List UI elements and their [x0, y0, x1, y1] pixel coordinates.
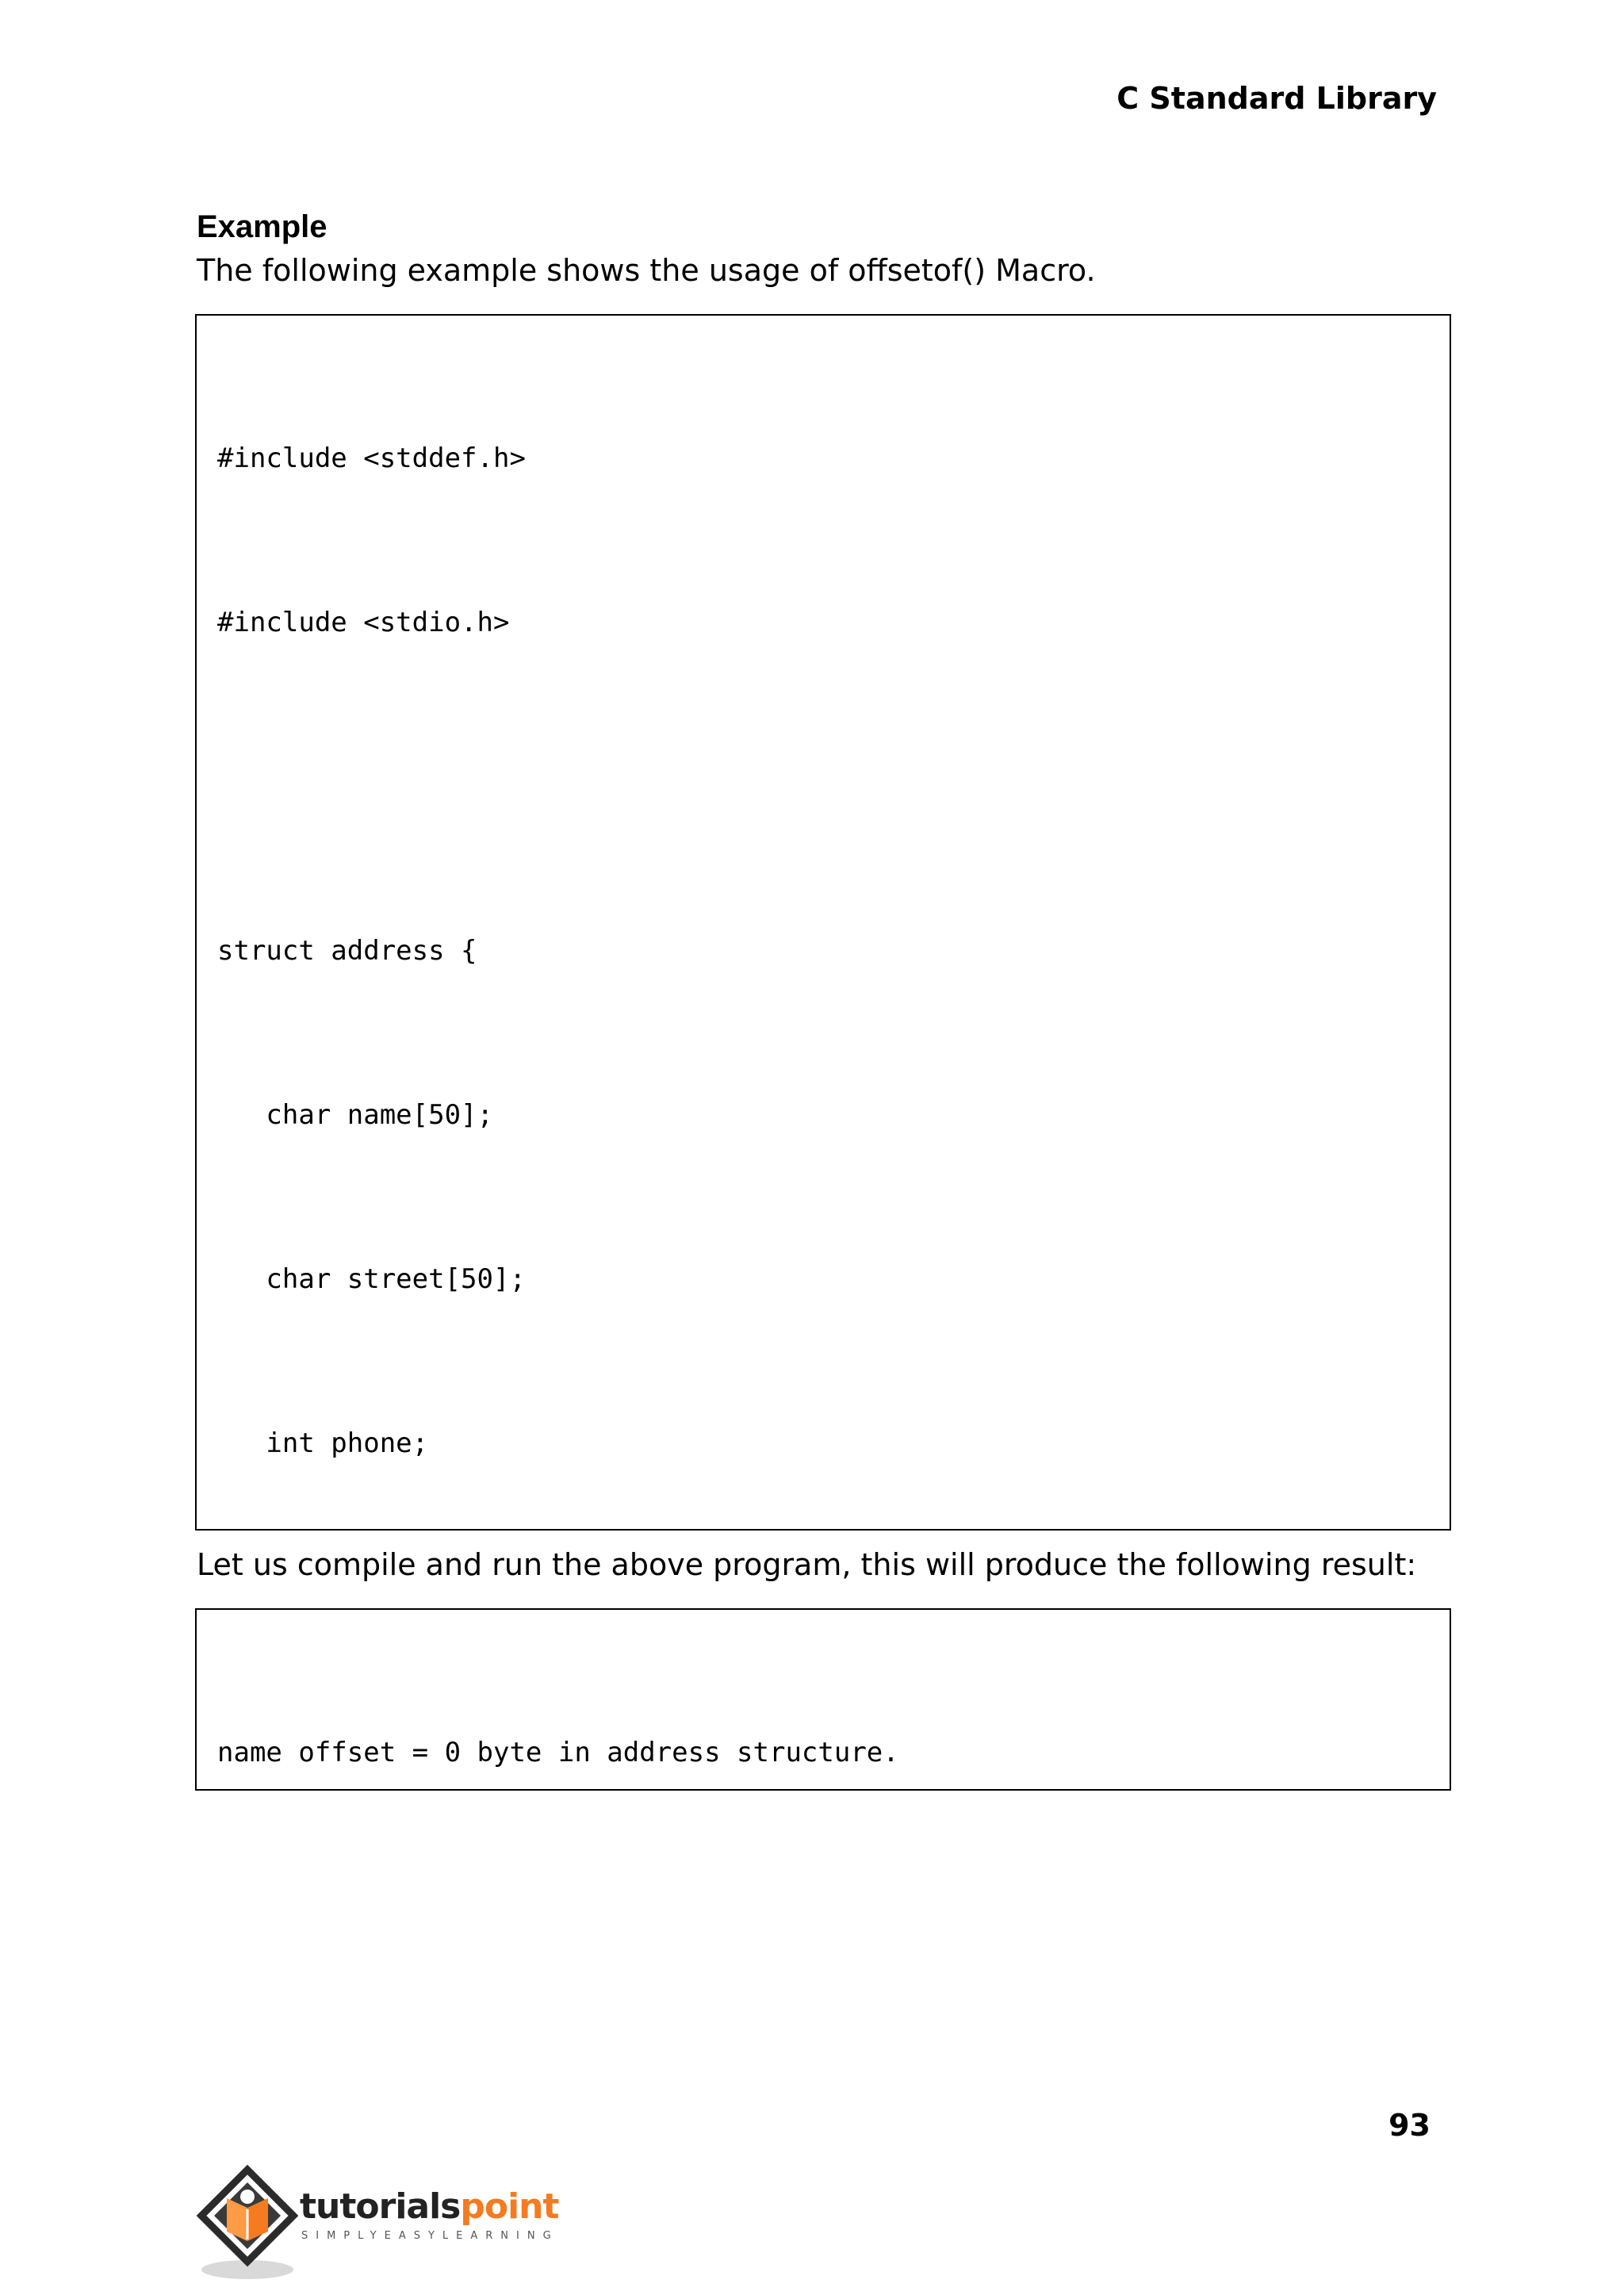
- logo-wordmark: [300, 2187, 559, 2227]
- logo-tagline: SIMPLYEASYLEARNING: [301, 2230, 559, 2242]
- code-line: #include <stddef.h>: [217, 443, 526, 474]
- program-code-block: [195, 314, 1451, 1531]
- page-number: 93: [1388, 2108, 1431, 2143]
- code-line: char name[50];: [217, 1099, 493, 1131]
- code-line: struct address {: [217, 935, 477, 967]
- running-header: C Standard Library: [1116, 81, 1437, 116]
- logo-emblem-icon: [195, 2165, 298, 2284]
- tutorialspoint-logo: [195, 2165, 576, 2284]
- section-heading: Example: [197, 209, 327, 244]
- code-line: #include <stdio.h>: [217, 607, 510, 638]
- result-intro-paragraph: Let us compile and run the above program, this will produce the following result:: [197, 1547, 1417, 1582]
- logo-word-dark: tutorials: [300, 2186, 461, 2227]
- output-line: name offset = 0 byte in address structure.: [217, 1737, 899, 1768]
- intro-paragraph: The following example shows the usage of offsetof() Macro.: [197, 253, 1096, 288]
- logo-word-accent: point: [460, 2186, 559, 2227]
- code-line: [217, 760, 1434, 814]
- code-line: char street[50];: [217, 1263, 526, 1295]
- output-block: [195, 1608, 1451, 1791]
- code-line: int phone;: [217, 1427, 429, 1459]
